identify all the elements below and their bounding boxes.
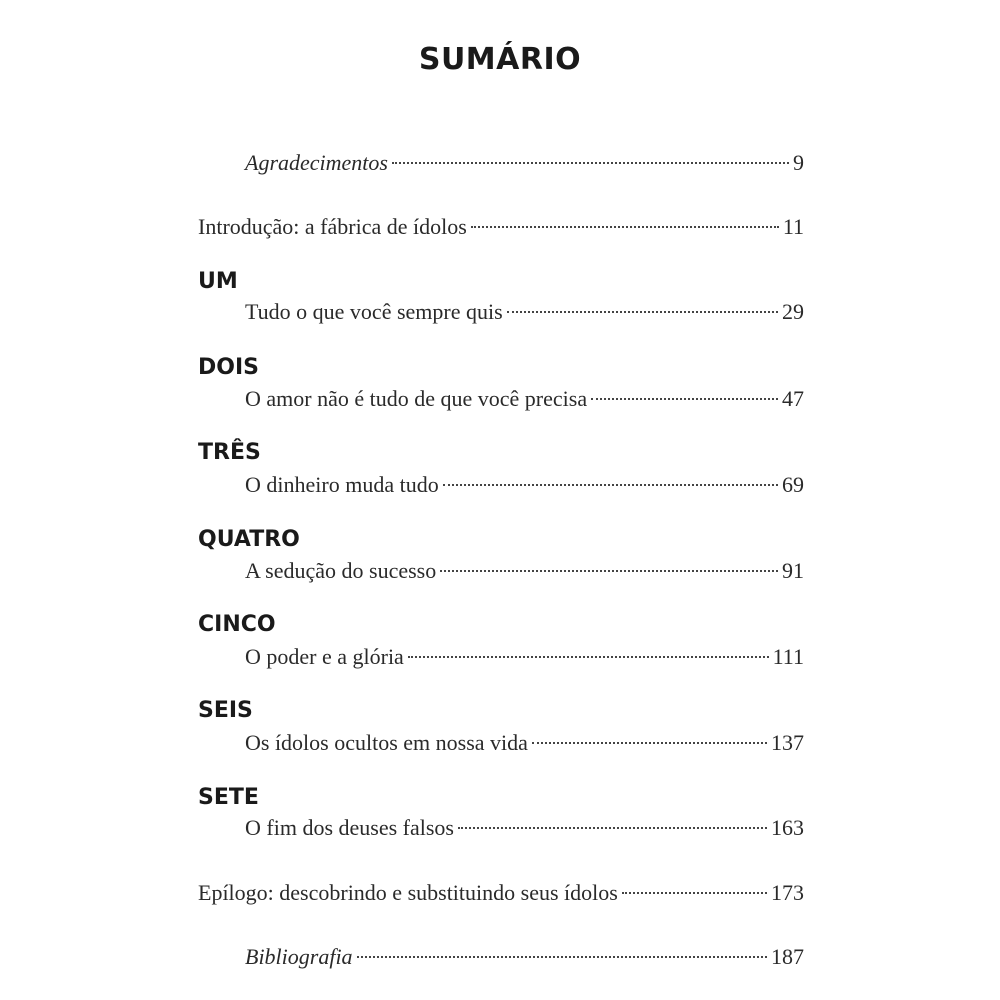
chapter-heading: SETE (198, 785, 259, 810)
leader-dots (392, 162, 789, 164)
toc-entry-chapter-7[interactable] (245, 813, 804, 843)
chapter-heading: SEIS (198, 698, 253, 723)
entry-page: 187 (771, 944, 804, 969)
entry-label: Tudo o que você sempre quis (245, 299, 503, 324)
leader-dots (440, 570, 778, 572)
entry-page: 11 (782, 214, 804, 239)
leader-dots (532, 742, 767, 744)
entry-page: 29 (782, 299, 804, 324)
entry-page: 9 (793, 150, 804, 175)
toc-entry-epilogo[interactable] (198, 878, 804, 908)
leader-dots (507, 311, 778, 313)
entry-page: 137 (771, 730, 804, 755)
leader-dots (443, 484, 778, 486)
toc-entry-chapter-6[interactable] (245, 728, 804, 758)
toc-entry-chapter-5[interactable] (245, 642, 804, 672)
toc-entry-chapter-2[interactable] (245, 384, 804, 414)
chapter-heading: DOIS (198, 355, 259, 380)
entry-page: 111 (772, 644, 804, 669)
toc-entry-chapter-1[interactable] (245, 297, 804, 327)
chapter-heading: QUATRO (198, 527, 300, 552)
leader-dots (471, 226, 779, 228)
entry-label: O dinheiro muda tudo (245, 472, 439, 497)
leader-dots (408, 656, 769, 658)
entry-label: O fim dos deuses falsos (245, 815, 454, 840)
chapter-heading: CINCO (198, 612, 276, 637)
entry-page: 69 (782, 472, 804, 497)
toc-entry-bibliografia[interactable] (245, 942, 804, 972)
leader-dots (622, 892, 767, 894)
entry-label: Epílogo: descobrindo e substituindo seus ídolos (198, 880, 618, 905)
entry-label: Introdução: a fábrica de ídolos (198, 214, 467, 239)
entry-label: Os ídolos ocultos em nossa vida (245, 730, 528, 755)
toc-entry-chapter-4[interactable] (245, 556, 804, 586)
chapter-heading: UM (198, 269, 238, 294)
toc-entry-introducao[interactable] (198, 212, 804, 242)
entry-label: A sedução do sucesso (245, 558, 437, 583)
leader-dots (458, 827, 767, 829)
page-title: SUMÁRIO (418, 42, 582, 77)
chapter-heading: TRÊS (198, 440, 261, 465)
entry-page: 173 (771, 880, 804, 905)
entry-label: Agradecimentos (245, 150, 388, 175)
entry-page: 91 (782, 558, 804, 583)
entry-page: 47 (782, 386, 804, 411)
leader-dots (591, 398, 778, 400)
entry-label: O amor não é tudo de que você precisa (245, 386, 588, 411)
entry-page: 163 (771, 815, 804, 840)
toc-entry-agradecimentos[interactable] (245, 148, 804, 178)
entry-label: O poder e a glória (245, 644, 404, 669)
toc-entry-chapter-3[interactable] (245, 470, 804, 500)
leader-dots (357, 956, 767, 958)
entry-label: Bibliografia (245, 944, 353, 969)
